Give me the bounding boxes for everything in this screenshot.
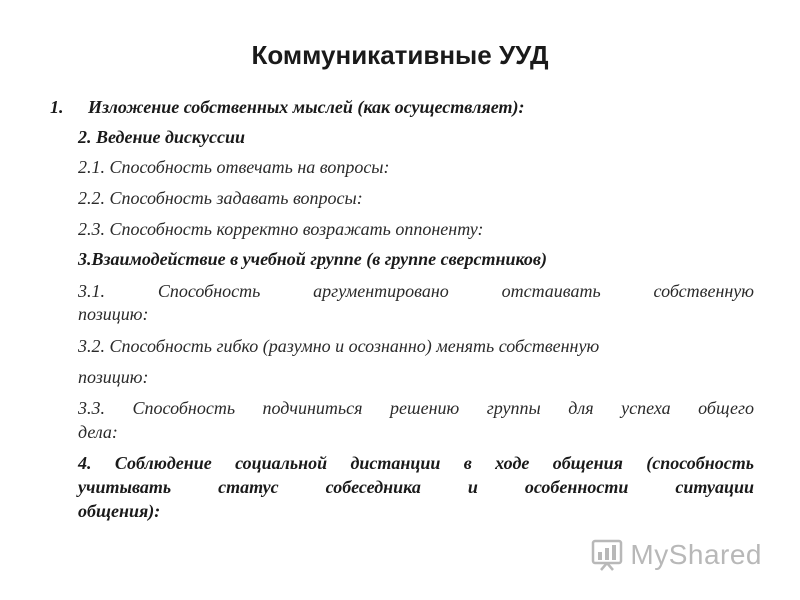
list-item-2-1: 2.1. Способность отвечать на вопросы:: [78, 157, 390, 177]
list-item-4-line2: учитывать статус собеседника и особенности ситуации: [78, 477, 754, 497]
list-item-1: [50, 96, 748, 118]
watermark-text: MyShared: [630, 539, 762, 570]
list-item-3-1-line1: 3.1. Способность аргументировано отстаивать собственную: [78, 281, 754, 301]
list-item-3-3-line1: 3.3. Способность подчиниться решению группы для успеха общего: [78, 398, 754, 418]
list-item-2-2: 2.2. Способность задавать вопросы:: [78, 188, 363, 208]
list-item-2: 2. Ведение дискуссии: [78, 127, 246, 147]
list-number: 1.: [50, 97, 64, 117]
list-item-3: 3.Взаимодействие в учебной группе (в группе сверстников): [78, 249, 547, 269]
slide-title: Коммуникативные УУД: [251, 40, 549, 70]
list-item-4-line1: 4. Соблюдение социальной дистанции в ходе общения (способность: [78, 453, 754, 473]
list-item-3-3-line2: дела:: [78, 422, 118, 442]
watermark: [590, 538, 762, 572]
myshared-logo-icon: [590, 538, 624, 572]
list-item-4-line3: общения):: [78, 501, 161, 521]
list-item-3-2-line1: 3.2. Способность гибко (разумно и осознанно) менять собственную: [78, 336, 600, 356]
list-item-2-3: 2.3. Способность корректно возражать оппоненту:: [78, 219, 484, 239]
list-item-3-1-line2: позицию:: [78, 304, 149, 324]
list-item-3-2-line2: позицию:: [78, 367, 149, 387]
list-item-text: Изложение собственных мыслей (как осуществляет):: [88, 97, 525, 117]
